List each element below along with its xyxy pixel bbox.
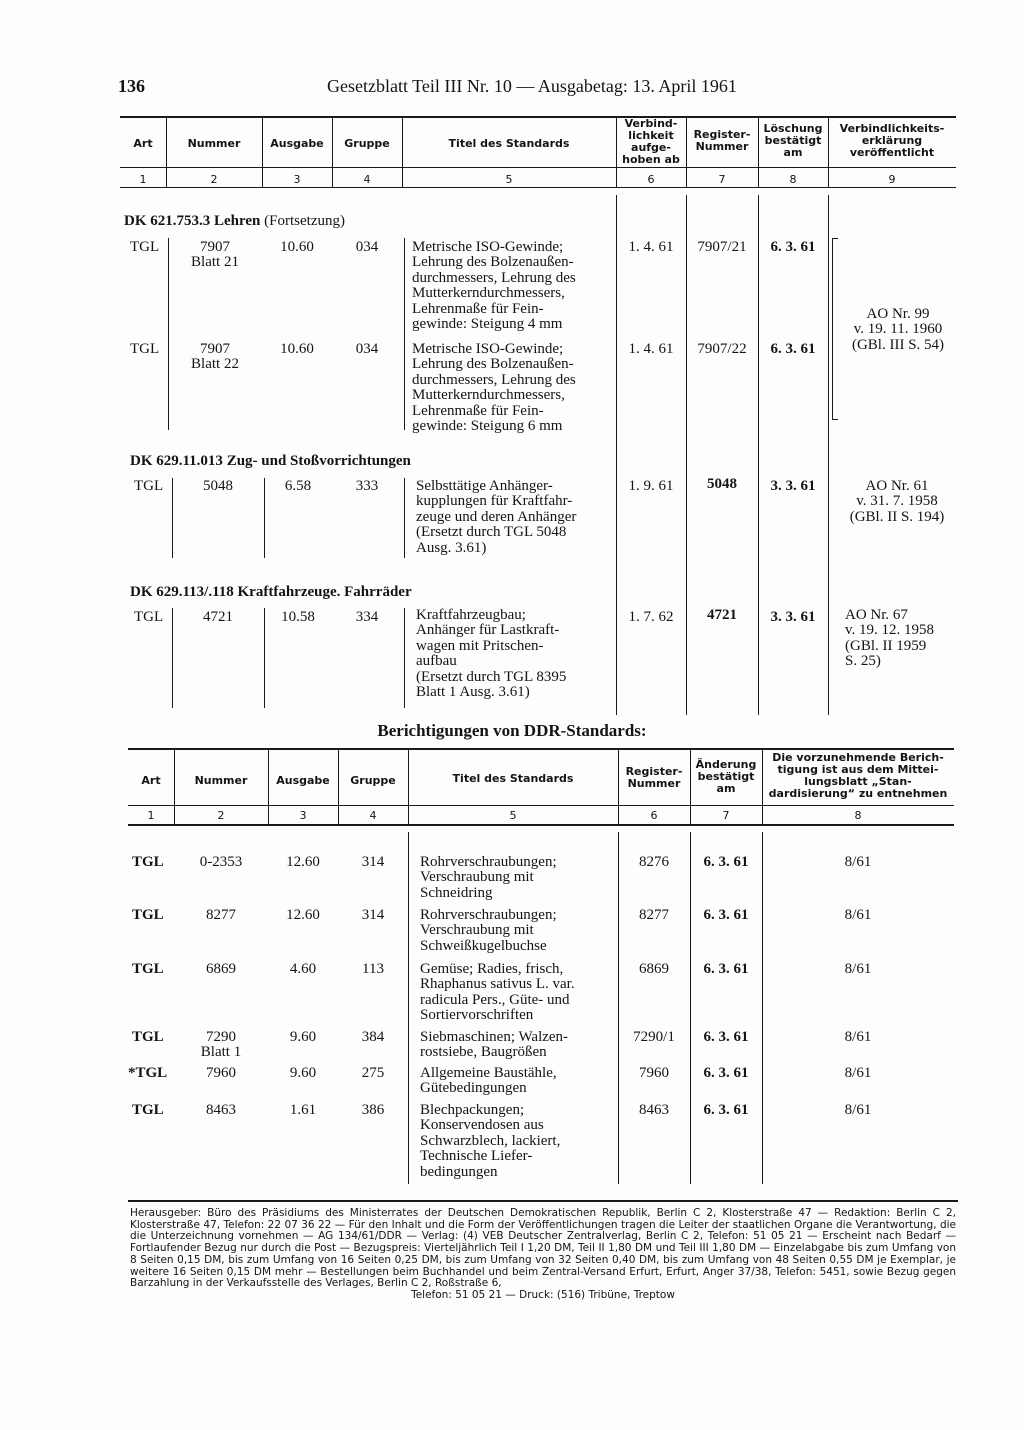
cell-erklaerung: AO Nr. 67 v. 19. 12. 1958 (GBl. II 1959 S. 25) [845, 607, 935, 670]
cell-register: 5048 [707, 476, 737, 492]
cell-mitteilung: 8/61 [844, 907, 872, 923]
col-number: 2 [217, 809, 225, 822]
cell-art: TGL [134, 609, 164, 625]
row-divider-vertical [404, 608, 405, 708]
col-number: 1 [147, 809, 155, 822]
cell-ausgabe: 12.60 [286, 907, 320, 923]
cell-ausgabe: 12.60 [286, 854, 320, 870]
cell-art: TGL [132, 961, 164, 977]
cell-register: 4721 [707, 607, 737, 623]
cell-nummer: 4721 [203, 609, 233, 625]
cell-nummer: 8277 [206, 907, 236, 923]
cell-gruppe: 034 [355, 239, 379, 255]
cell-nummer: 7907 Blatt 22 [191, 341, 239, 373]
cell-mitteilung: 8/61 [844, 1065, 872, 1081]
cell-register: 7960 [639, 1065, 669, 1081]
cell-register: 6869 [639, 961, 669, 977]
col-header-art: Art [141, 774, 161, 787]
cell-nummer: 7290 Blatt 1 [200, 1029, 242, 1061]
cell-aenderung: 6. 3. 61 [703, 1102, 749, 1118]
col-number: 5 [509, 809, 517, 822]
cell-titel: Siebmaschinen; Walzen- rostsiebe, Baugrößen [420, 1029, 569, 1061]
cell-erklaerung: AO Nr. 99 v. 19. 11. 1960 (GBl. III S. 54) [851, 306, 945, 353]
cell-gruppe: 334 [355, 609, 379, 625]
cell-mitteilung: 8/61 [844, 1102, 872, 1118]
cell-gruppe: 314 [361, 907, 385, 923]
col-header-gruppe: Gruppe [344, 137, 390, 150]
col-number: 6 [647, 173, 655, 186]
cell-register: 7907/21 [697, 239, 747, 255]
cell-nummer: 5048 [203, 478, 233, 494]
col-header-art: Art [133, 137, 153, 150]
col-header-titel: Titel des Standards [448, 137, 570, 150]
cell-nummer: 7960 [206, 1065, 236, 1081]
col-header-titel: Titel des Standards [452, 772, 574, 785]
col-number: 7 [718, 173, 726, 186]
col-number: 9 [888, 173, 896, 186]
row-divider-vertical [404, 238, 405, 430]
col-header-erklaerung: Verbindlichkeits- erklärung veröffentlicht [839, 122, 945, 159]
col-header-nummer: Nummer [187, 137, 241, 150]
cell-register: 8276 [639, 854, 669, 870]
cell-nummer: 6869 [206, 961, 236, 977]
table-2-header-rule [128, 805, 954, 806]
running-title: Gesetzblatt Teil III Nr. 10 — Ausgabetag: 13. April 1961 [327, 76, 737, 96]
cell-loeschung: 3. 3. 61 [770, 478, 816, 494]
cell-aufgehoben: 1. 4. 61 [628, 239, 674, 255]
cell-gruppe: 386 [361, 1102, 385, 1118]
col-header-nummer: Nummer [194, 774, 248, 787]
col-header-ausgabe: Ausgabe [270, 137, 324, 150]
table-2-heading: Berichtigungen von DDR-Standards: [377, 721, 647, 740]
col-divider [690, 832, 691, 1184]
page-number: 136 [118, 76, 145, 96]
cell-gruppe: 333 [355, 478, 379, 494]
table-2-top-rule [128, 748, 954, 750]
cell-titel: Metrische ISO-Gewinde; Lehrung des Bolzenaußen- durchmessers, Lehrung des Mutterkerndurchmessers, Lehrenmaße für Fein- gewinde: Steigung 6 mm [412, 341, 576, 435]
cell-ausgabe: 1.61 [289, 1102, 317, 1118]
cell-register: 7290/1 [633, 1029, 675, 1045]
col-divider [758, 195, 759, 715]
cell-aenderung: 6. 3. 61 [703, 907, 749, 923]
cell-art: TGL [134, 478, 164, 494]
cell-titel: Blechpackungen; Konservendosen aus Schwarzblech, lackiert, Technische Liefer- bedingungen [420, 1102, 561, 1180]
cell-aenderung: 6. 3. 61 [703, 1029, 749, 1045]
col-number: 3 [293, 173, 301, 186]
col-number: 2 [210, 173, 218, 186]
cell-ausgabe: 6.58 [284, 478, 312, 494]
col-header-register: Register- Nummer [693, 128, 751, 153]
cell-aenderung: 6. 3. 61 [703, 854, 749, 870]
col-divider [408, 832, 409, 1184]
col-divider [828, 195, 829, 715]
cell-mitteilung: 8/61 [844, 1029, 872, 1045]
cell-loeschung: 3. 3. 61 [770, 609, 816, 625]
cell-aenderung: 6. 3. 61 [703, 961, 749, 977]
cell-loeschung: 6. 3. 61 [770, 239, 816, 255]
col-divider [618, 832, 619, 1184]
cell-art: TGL [132, 854, 164, 870]
cell-titel: Rohrverschraubungen; Verschraubung mit Schneidring [420, 854, 557, 901]
cell-loeschung: 6. 3. 61 [770, 341, 816, 357]
cell-nummer: 8463 [206, 1102, 236, 1118]
imprint-text: Herausgeber: Büro des Präsidiums des Ministerrates der Deutschen Demokratischen Republik, Berlin C 2, Klosterstraße 47 — Redaktion: Berlin C 2, Klosterstraße 47, Telefon: 22 07 36 22 — Für den Inhalt und die Form der Veröffentlichungen tragen die Leiter der staatlichen Organe die Verantwortung, die die Unterzeichnung vornehmen — AG 134/61/DDR — Verlag: (4) VEB Deutscher Zentralverlag, Berlin C 2, Telefon: 51 05 21 — Erscheint nach Bedarf — Fortlaufender Bezug nur durch die Post — Bezugspreis: Vierteljährlich Teil I 1,20 DM, Teil II 1,80 DM und Teil III 1,80 DM — Einzelabgabe bis zum Umfang von 8 Seiten 0,15 DM, bis zum Umfang von 16 Seiten 0,25 DM, bis zum Umfang von 32 Seiten 0,40 DM, bis zum Umfang von 48 Seiten 0,55 DM je Exemplar, je weitere 16 Seiten 0,15 DM mehr — Bestellungen beim Buchhandel und beim Zentral-Versand Erfurt, Erfurt, Anger 37/38, Telefon: 5451, sowie Bezug gegen Barzahlung in der Verkaufsstelle des Verlages, Berlin C 2, Roßstraße 6, [130, 1207, 956, 1290]
col-header-register: Register- Nummer [625, 765, 683, 790]
cell-nummer: 7907 Blatt 21 [191, 239, 239, 271]
cell-gruppe: 384 [361, 1029, 385, 1045]
cell-register: 7907/22 [697, 341, 747, 357]
col-number: 7 [722, 809, 730, 822]
cell-titel: Gemüse; Radies, frisch, Rhaphanus sativus L. var. radicula Pers., Güte- und Sortiervorschriften [420, 961, 575, 1024]
col-number: 5 [505, 173, 513, 186]
section-heading: DK 629.11.013 Zug- und Stoßvorrichtungen [130, 453, 411, 469]
cell-ausgabe: 9.60 [289, 1029, 317, 1045]
cell-aufgehoben: 1. 7. 62 [628, 609, 674, 625]
cell-register: 8463 [639, 1102, 669, 1118]
col-number: 3 [299, 809, 307, 822]
cell-ausgabe: 10.60 [280, 341, 314, 357]
section-heading: DK 621.753.3 Lehren (Fortsetzung) [124, 213, 345, 229]
cell-aenderung: 6. 3. 61 [703, 1065, 749, 1081]
col-divider [762, 832, 763, 1184]
col-header-aenderung: Änderung bestätigt am [695, 758, 757, 795]
cell-ausgabe: 10.60 [280, 239, 314, 255]
col-number: 4 [363, 173, 371, 186]
cell-gruppe: 314 [361, 854, 385, 870]
cell-art: TGL [132, 1102, 164, 1118]
cell-erklaerung: AO Nr. 61 v. 31. 7. 1958 (GBl. II S. 194) [849, 478, 945, 525]
row-divider-vertical [404, 478, 405, 558]
cell-register: 8277 [639, 907, 669, 923]
cell-mitteilung: 8/61 [844, 854, 872, 870]
col-header-ausgabe: Ausgabe [276, 774, 330, 787]
col-header-mitteilung: Die vorzunehmende Berich- tigung ist aus dem Mittei- lungsblatt „Stan- dardisierung“ zu entnehmen [768, 751, 948, 800]
col-number: 6 [650, 809, 658, 822]
cell-art: TGL [132, 907, 164, 923]
cell-ausgabe: 9.60 [289, 1065, 317, 1081]
cell-gruppe: 034 [355, 341, 379, 357]
cell-art: TGL [130, 239, 160, 255]
col-number: 4 [369, 809, 377, 822]
col-number: 8 [789, 173, 797, 186]
cell-ausgabe: 4.60 [289, 961, 317, 977]
cell-art: *TGL [128, 1065, 168, 1081]
cell-mitteilung: 8/61 [844, 961, 872, 977]
table-1-top-rule [120, 116, 956, 118]
table-2-number-rule [128, 824, 954, 826]
cell-titel: Selbsttätige Anhänger- kupplungen für Kraftfahr- zeuge und deren Anhänger (Ersetzt durch TGL 5048 Ausg. 3.61) [416, 478, 577, 556]
cell-gruppe: 275 [361, 1065, 385, 1081]
col-number: 1 [139, 173, 147, 186]
imprint [130, 1208, 956, 1302]
col-header-loeschung: Löschung bestätigt am [763, 122, 823, 159]
cell-aufgehoben: 1. 4. 61 [628, 341, 674, 357]
table-1-number-rule [120, 187, 956, 188]
table-1-header-rule [120, 167, 956, 168]
cell-titel: Allgemeine Baustähle, Gütebedingungen [420, 1065, 557, 1097]
cell-art: TGL [130, 341, 160, 357]
cell-nummer: 0-2353 [199, 854, 243, 870]
cell-ausgabe: 10.58 [281, 609, 315, 625]
col-divider [686, 195, 687, 715]
cell-art: TGL [132, 1029, 164, 1045]
col-number: 8 [854, 809, 862, 822]
col-header-gruppe: Gruppe [350, 774, 396, 787]
cell-titel: Kraftfahrzeugbau; Anhänger für Lastkraft- wagen mit Pritschen- aufbau (Ersetzt durch TGL 8395 Blatt 1 Ausg. 3.61) [416, 607, 567, 701]
section-heading: DK 629.113/.118 Kraftfahrzeuge. Fahrräder [130, 584, 412, 600]
col-header-aufgehoben: Verbind- lichkeit aufge- hoben ab [622, 117, 680, 166]
cell-gruppe: 113 [362, 961, 384, 977]
cell-titel: Rohrverschraubungen; Verschraubung mit Schweißkugelbuchse [420, 907, 557, 954]
imprint-last-line: Telefon: 51 05 21 — Druck: (516) Tribüne, Treptow [411, 1288, 675, 1301]
col-divider [616, 195, 617, 715]
cell-titel: Metrische ISO-Gewinde; Lehrung des Bolzenaußen- durchmessers, Lehrung des Mutterkerndurchmessers, Lehrenmaße für Fein- gewinde: Steigung 4 mm [412, 239, 576, 333]
cell-aufgehoben: 1. 9. 61 [628, 478, 674, 494]
footer-rule [128, 1200, 958, 1202]
